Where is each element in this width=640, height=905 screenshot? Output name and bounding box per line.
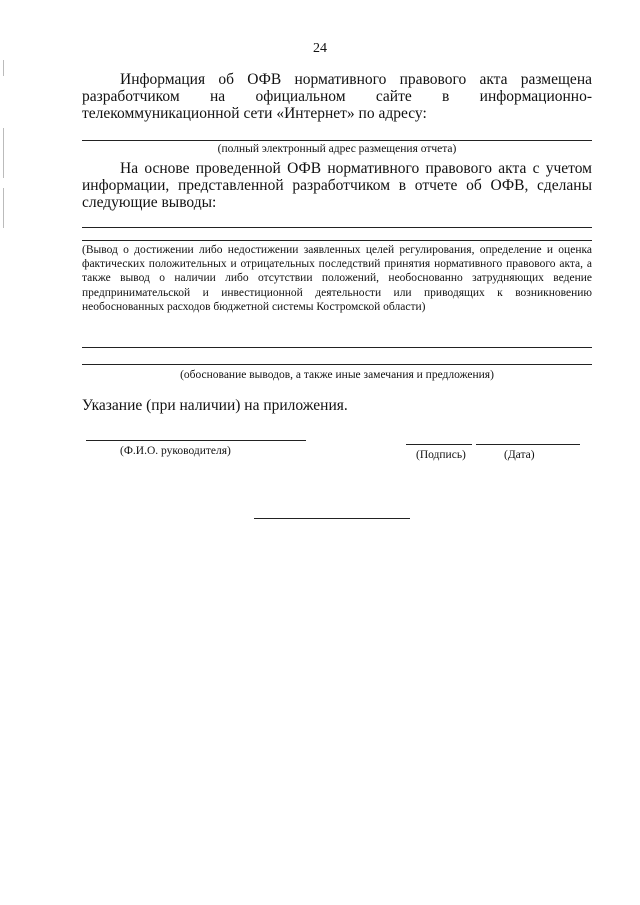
caption-name: (Ф.И.О. руководителя)	[120, 445, 231, 457]
paragraph-conclusions-text: На основе проведенной ОФВ нормативного правового акта с учетом информации, представленной разработчиком в отчете об ОФВ, сделаны следующие выводы:	[82, 160, 592, 211]
justification-line-1	[82, 347, 592, 348]
scan-margin-mark	[3, 60, 4, 76]
end-separator-line	[254, 518, 410, 519]
attachments-label: Указание (при наличии) на приложения.	[82, 397, 348, 414]
address-line	[82, 140, 592, 141]
conclusions-line-1	[82, 227, 592, 228]
conclusions-note: (Вывод о достижении либо недостижении заявленных целей регулирования, определение и оценка фактических положительных и отрицательных последствий принятия нормативного правового акта, а также вывод о наличии либо отсутствии положений, необоснованно затрудняющих ведение предпринимательской и инвестиционной деятельности или приводящих к возникновению необоснованных расходов бюджетной системы Костромской области)	[82, 244, 592, 313]
date-line	[476, 444, 580, 445]
caption-address: (полный электронный адрес размещения отчета)	[217, 143, 457, 155]
signature-line	[406, 444, 472, 445]
name-line	[86, 440, 306, 441]
paragraph-conclusions-intro	[82, 160, 592, 211]
caption-justification: (обоснование выводов, а также иные замечания и предложения)	[180, 369, 494, 381]
page-number: 24	[313, 41, 327, 56]
caption-date: (Дата)	[504, 449, 535, 461]
paragraph-publication-info	[82, 71, 592, 122]
scan-margin-mark	[3, 188, 4, 228]
paragraph-publication-text: Информация об ОФВ нормативного правового акта размещена разработчиком на официальном сайте в информационно-телекоммуникационной сети «Интернет» по адресу:	[82, 71, 592, 122]
scan-margin-mark	[3, 128, 4, 178]
caption-signature: (Подпись)	[416, 449, 466, 461]
justification-line-2	[82, 364, 592, 365]
conclusions-line-2	[82, 240, 592, 241]
